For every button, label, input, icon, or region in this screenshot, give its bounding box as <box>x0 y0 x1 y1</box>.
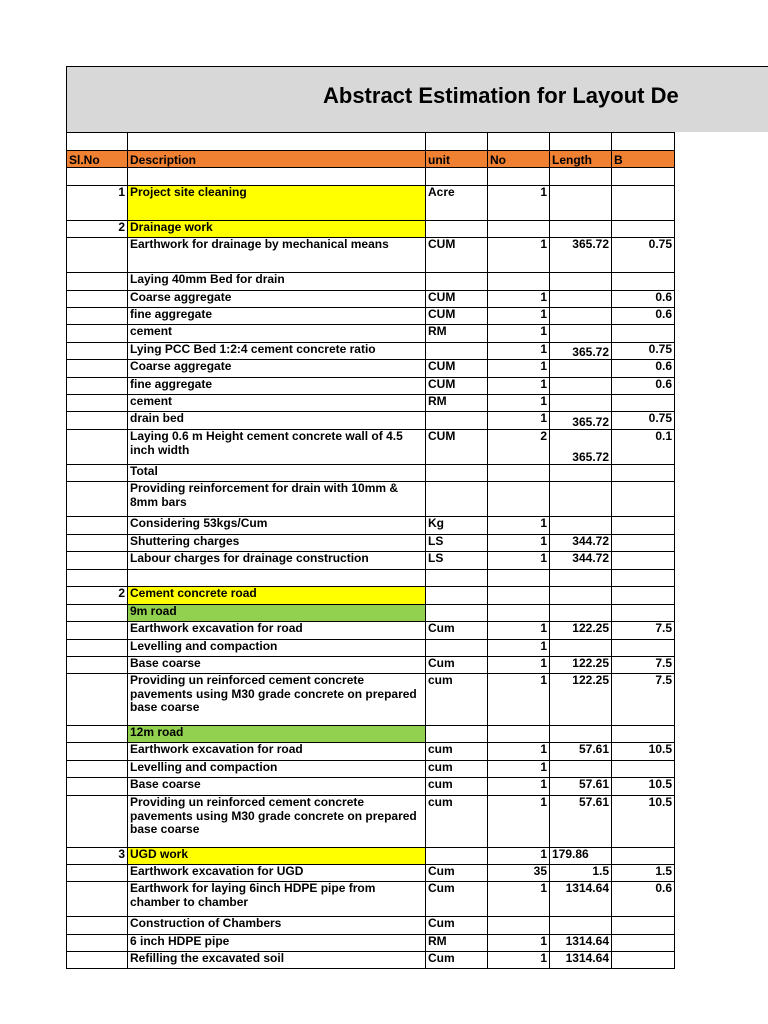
cell-b: 0.1 <box>612 430 675 465</box>
cell-description <box>128 168 426 186</box>
cell-slno <box>67 640 128 657</box>
cell-length <box>550 221 612 238</box>
header-unit: unit <box>426 151 488 168</box>
cell-length: 57.61 <box>550 778 612 796</box>
header-row <box>67 151 675 168</box>
cell-unit: Acre <box>426 186 488 221</box>
cell-b: 1.5 <box>612 865 675 882</box>
cell-description: Coarse aggregate <box>128 360 426 378</box>
cell-b: 10.5 <box>612 743 675 761</box>
cell-b <box>612 186 675 221</box>
table-row <box>67 605 675 622</box>
table-row <box>67 552 675 570</box>
table-row <box>67 343 675 360</box>
cell-b: 10.5 <box>612 796 675 848</box>
table-row <box>67 465 675 482</box>
header-slno: Sl.No <box>67 151 128 168</box>
cell-description: Considering 53kgs/Cum <box>128 517 426 535</box>
table-row <box>67 726 675 743</box>
cell-b <box>612 605 675 622</box>
header-no: No <box>488 151 550 168</box>
cell-b: 7.5 <box>612 622 675 640</box>
cell-slno <box>67 412 128 430</box>
cell-length <box>550 482 612 517</box>
cell-b: 0.6 <box>612 378 675 395</box>
cell-length <box>550 517 612 535</box>
title-band <box>66 66 768 132</box>
table-row <box>67 935 675 952</box>
cell-length <box>550 640 612 657</box>
cell-unit: Cum <box>426 865 488 882</box>
cell-description: 9m road <box>128 605 426 622</box>
cell-unit: cum <box>426 674 488 726</box>
table-row <box>67 360 675 378</box>
cell-slno <box>67 535 128 552</box>
cell-slno <box>67 273 128 291</box>
cell-description: Laying 40mm Bed for drain <box>128 273 426 291</box>
cell-no: 1 <box>488 882 550 917</box>
cell-b: 0.6 <box>612 291 675 308</box>
cell-no: 1 <box>488 360 550 378</box>
cell-length <box>550 917 612 935</box>
cell-b: 7.5 <box>612 674 675 726</box>
table-row <box>67 848 675 865</box>
cell-length <box>550 570 612 587</box>
cell-description: Earthwork for laying 6inch HDPE pipe from chamber to chamber <box>128 882 426 917</box>
cell-length <box>550 186 612 221</box>
cell-b <box>612 465 675 482</box>
cell-b <box>612 325 675 343</box>
cell-slno <box>67 657 128 674</box>
cell-description: Drainage work <box>128 221 426 238</box>
table-row <box>67 482 675 517</box>
cell-b <box>612 221 675 238</box>
cell-description <box>128 570 426 587</box>
cell-description: Total <box>128 465 426 482</box>
cell-length <box>550 308 612 325</box>
cell-no: 1 <box>488 778 550 796</box>
cell-slno <box>67 378 128 395</box>
table-row <box>67 952 675 969</box>
cell-unit: cum <box>426 761 488 778</box>
cell-slno <box>67 761 128 778</box>
cell-length: 57.61 <box>550 796 612 848</box>
cell-unit: LS <box>426 552 488 570</box>
cell-description: UGD work <box>128 848 426 865</box>
cell-unit <box>426 848 488 865</box>
blank-row <box>67 133 675 151</box>
cell-unit <box>426 168 488 186</box>
cell-length: 179.86 <box>550 848 612 865</box>
cell-length <box>550 273 612 291</box>
cell-slno <box>67 325 128 343</box>
cell-no: 1 <box>488 186 550 221</box>
cell-unit: Cum <box>426 917 488 935</box>
cell-no: 2 <box>488 430 550 465</box>
cell-length: 1314.64 <box>550 935 612 952</box>
cell-unit <box>426 273 488 291</box>
cell-slno <box>67 917 128 935</box>
cell-description: cement <box>128 325 426 343</box>
cell-b <box>612 640 675 657</box>
cell-unit: CUM <box>426 430 488 465</box>
cell-description: Providing un reinforced cement concrete pavements using M30 grade concrete on prepared base coarse <box>128 796 426 848</box>
cell-b: 10.5 <box>612 778 675 796</box>
cell-unit: CUM <box>426 308 488 325</box>
table-row <box>67 882 675 917</box>
cell-description: Labour charges for drainage construction <box>128 552 426 570</box>
cell-slno <box>67 343 128 360</box>
cell-b: 0.75 <box>612 412 675 430</box>
cell-unit: CUM <box>426 238 488 273</box>
cell-no: 1 <box>488 743 550 761</box>
cell-length <box>550 605 612 622</box>
table-row <box>67 186 675 221</box>
cell-unit: CUM <box>426 360 488 378</box>
cell-description: Laying 0.6 m Height cement concrete wall of 4.5 inch width <box>128 430 426 465</box>
cell-slno <box>67 726 128 743</box>
cell-length <box>550 325 612 343</box>
page-title: Abstract Estimation for Layout De <box>323 83 679 108</box>
table-cell <box>612 133 675 151</box>
cell-slno <box>67 168 128 186</box>
table-row <box>67 917 675 935</box>
cell-no: 1 <box>488 412 550 430</box>
cell-no <box>488 570 550 587</box>
cell-b <box>612 726 675 743</box>
cell-b <box>612 848 675 865</box>
cell-no: 1 <box>488 552 550 570</box>
cell-unit <box>426 465 488 482</box>
cell-length: 365.72 <box>550 430 612 465</box>
cell-description: Providing un reinforced cement concrete pavements using M30 grade concrete on prepared base coarse <box>128 674 426 726</box>
cell-slno <box>67 882 128 917</box>
cell-slno <box>67 622 128 640</box>
cell-length: 122.25 <box>550 657 612 674</box>
cell-no: 1 <box>488 343 550 360</box>
table-row <box>67 640 675 657</box>
cell-no: 1 <box>488 395 550 412</box>
cell-slno <box>67 935 128 952</box>
table-row <box>67 395 675 412</box>
table-cell <box>550 133 612 151</box>
cell-no: 1 <box>488 517 550 535</box>
cell-b <box>612 570 675 587</box>
cell-description: 12m road <box>128 726 426 743</box>
cell-slno <box>67 552 128 570</box>
cell-b <box>612 587 675 605</box>
cell-length: 344.72 <box>550 535 612 552</box>
header-description: Description <box>128 151 426 168</box>
cell-slno: 2 <box>67 221 128 238</box>
cell-unit: RM <box>426 395 488 412</box>
cell-slno <box>67 865 128 882</box>
header-b: B <box>612 151 675 168</box>
cell-description: Refilling the excavated soil <box>128 952 426 969</box>
cell-no: 1 <box>488 640 550 657</box>
cell-unit <box>426 587 488 605</box>
cell-description: Construction of Chambers <box>128 917 426 935</box>
cell-slno <box>67 308 128 325</box>
cell-unit: cum <box>426 778 488 796</box>
table-row <box>67 865 675 882</box>
table-cell <box>488 133 550 151</box>
cell-no: 1 <box>488 291 550 308</box>
cell-unit <box>426 570 488 587</box>
cell-length <box>550 761 612 778</box>
cell-no <box>488 587 550 605</box>
cell-b <box>612 395 675 412</box>
cell-slno <box>67 395 128 412</box>
cell-unit: Cum <box>426 657 488 674</box>
table-row <box>67 291 675 308</box>
cell-b: 0.75 <box>612 238 675 273</box>
cell-slno <box>67 360 128 378</box>
cell-description: Providing reinforcement for drain with 10mm & 8mm bars <box>128 482 426 517</box>
cell-unit: cum <box>426 796 488 848</box>
cell-unit: Kg <box>426 517 488 535</box>
table-row <box>67 622 675 640</box>
cell-slno <box>67 238 128 273</box>
cell-unit <box>426 221 488 238</box>
table-row <box>67 570 675 587</box>
cell-b: 7.5 <box>612 657 675 674</box>
table-row <box>67 761 675 778</box>
cell-b <box>612 273 675 291</box>
cell-description: Earthwork excavation for UGD <box>128 865 426 882</box>
cell-length <box>550 168 612 186</box>
cell-length <box>550 465 612 482</box>
cell-unit: CUM <box>426 291 488 308</box>
cell-unit: RM <box>426 325 488 343</box>
cell-no <box>488 605 550 622</box>
table-cell <box>67 133 128 151</box>
cell-length: 57.61 <box>550 743 612 761</box>
cell-unit: cum <box>426 743 488 761</box>
cell-length: 122.25 <box>550 622 612 640</box>
cell-slno: 1 <box>67 186 128 221</box>
cell-slno <box>67 430 128 465</box>
table-row <box>67 378 675 395</box>
table-row <box>67 308 675 325</box>
cell-length <box>550 587 612 605</box>
cell-length: 1.5 <box>550 865 612 882</box>
cell-slno: 3 <box>67 848 128 865</box>
cell-slno <box>67 517 128 535</box>
cell-no: 1 <box>488 796 550 848</box>
cell-unit <box>426 605 488 622</box>
cell-length <box>550 395 612 412</box>
cell-unit: Cum <box>426 622 488 640</box>
cell-b <box>612 517 675 535</box>
cell-no: 1 <box>488 952 550 969</box>
cell-description: drain bed <box>128 412 426 430</box>
cell-no: 35 <box>488 865 550 882</box>
cell-slno <box>67 778 128 796</box>
cell-no <box>488 917 550 935</box>
cell-b <box>612 168 675 186</box>
cell-b <box>612 535 675 552</box>
cell-no: 1 <box>488 674 550 726</box>
cell-unit: Cum <box>426 882 488 917</box>
cell-description: Coarse aggregate <box>128 291 426 308</box>
table-row <box>67 778 675 796</box>
cell-description: Lying PCC Bed 1:2:4 cement concrete ratio <box>128 343 426 360</box>
cell-no <box>488 221 550 238</box>
cell-slno <box>67 952 128 969</box>
cell-slno <box>67 743 128 761</box>
table-row <box>67 238 675 273</box>
cell-description: Earthwork excavation for road <box>128 743 426 761</box>
cell-slno <box>67 570 128 587</box>
cell-description: Levelling and compaction <box>128 640 426 657</box>
cell-unit <box>426 726 488 743</box>
cell-unit: RM <box>426 935 488 952</box>
cell-b <box>612 482 675 517</box>
table-row <box>67 743 675 761</box>
cell-description: Base coarse <box>128 778 426 796</box>
table-row <box>67 587 675 605</box>
cell-length <box>550 726 612 743</box>
table-row <box>67 796 675 848</box>
cell-length <box>550 378 612 395</box>
cell-no: 1 <box>488 308 550 325</box>
cell-slno <box>67 465 128 482</box>
cell-description: Shuttering charges <box>128 535 426 552</box>
cell-b <box>612 952 675 969</box>
table-cell <box>426 133 488 151</box>
table-row <box>67 168 675 186</box>
cell-no: 1 <box>488 622 550 640</box>
cell-unit: Cum <box>426 952 488 969</box>
cell-b <box>612 761 675 778</box>
cell-description: Base coarse <box>128 657 426 674</box>
cell-b <box>612 935 675 952</box>
cell-length: 122.25 <box>550 674 612 726</box>
cell-no: 1 <box>488 378 550 395</box>
cell-length: 1314.64 <box>550 882 612 917</box>
cell-b: 0.6 <box>612 360 675 378</box>
cell-unit <box>426 482 488 517</box>
cell-no <box>488 168 550 186</box>
cell-length: 1314.64 <box>550 952 612 969</box>
cell-no <box>488 482 550 517</box>
cell-description: cement <box>128 395 426 412</box>
cell-no <box>488 726 550 743</box>
header-length: Length <box>550 151 612 168</box>
cell-b: 0.6 <box>612 882 675 917</box>
table-row <box>67 517 675 535</box>
cell-b: 0.75 <box>612 343 675 360</box>
cell-no: 1 <box>488 848 550 865</box>
cell-description: fine aggregate <box>128 378 426 395</box>
cell-b <box>612 917 675 935</box>
table-cell <box>128 133 426 151</box>
table-row <box>67 221 675 238</box>
cell-description: 6 inch HDPE pipe <box>128 935 426 952</box>
cell-no: 1 <box>488 657 550 674</box>
cell-description: Cement concrete road <box>128 587 426 605</box>
table-row <box>67 535 675 552</box>
table-row <box>67 674 675 726</box>
table-row <box>67 430 675 465</box>
cell-length: 344.72 <box>550 552 612 570</box>
cell-length: 365.72 <box>550 238 612 273</box>
cell-unit: CUM <box>426 378 488 395</box>
cell-unit <box>426 412 488 430</box>
cell-unit <box>426 343 488 360</box>
cell-description: Project site cleaning <box>128 186 426 221</box>
cell-length <box>550 291 612 308</box>
cell-unit <box>426 640 488 657</box>
estimation-table <box>66 132 674 969</box>
cell-no <box>488 465 550 482</box>
cell-no <box>488 273 550 291</box>
cell-no: 1 <box>488 535 550 552</box>
table-row <box>67 657 675 674</box>
table-row <box>67 325 675 343</box>
cell-description: fine aggregate <box>128 308 426 325</box>
cell-b <box>612 552 675 570</box>
cell-slno <box>67 796 128 848</box>
cell-slno <box>67 482 128 517</box>
table-row <box>67 273 675 291</box>
cell-description: Levelling and compaction <box>128 761 426 778</box>
table-row <box>67 412 675 430</box>
cell-length: 365.72 <box>550 343 612 360</box>
cell-no: 1 <box>488 325 550 343</box>
cell-b: 0.6 <box>612 308 675 325</box>
cell-unit: LS <box>426 535 488 552</box>
cell-no: 1 <box>488 238 550 273</box>
cell-description: Earthwork for drainage by mechanical means <box>128 238 426 273</box>
cell-slno <box>67 674 128 726</box>
cell-description: Earthwork excavation for road <box>128 622 426 640</box>
cell-length <box>550 360 612 378</box>
cell-slno <box>67 291 128 308</box>
cell-slno <box>67 605 128 622</box>
cell-no: 1 <box>488 935 550 952</box>
cell-length: 365.72 <box>550 412 612 430</box>
cell-slno: 2 <box>67 587 128 605</box>
cell-no: 1 <box>488 761 550 778</box>
